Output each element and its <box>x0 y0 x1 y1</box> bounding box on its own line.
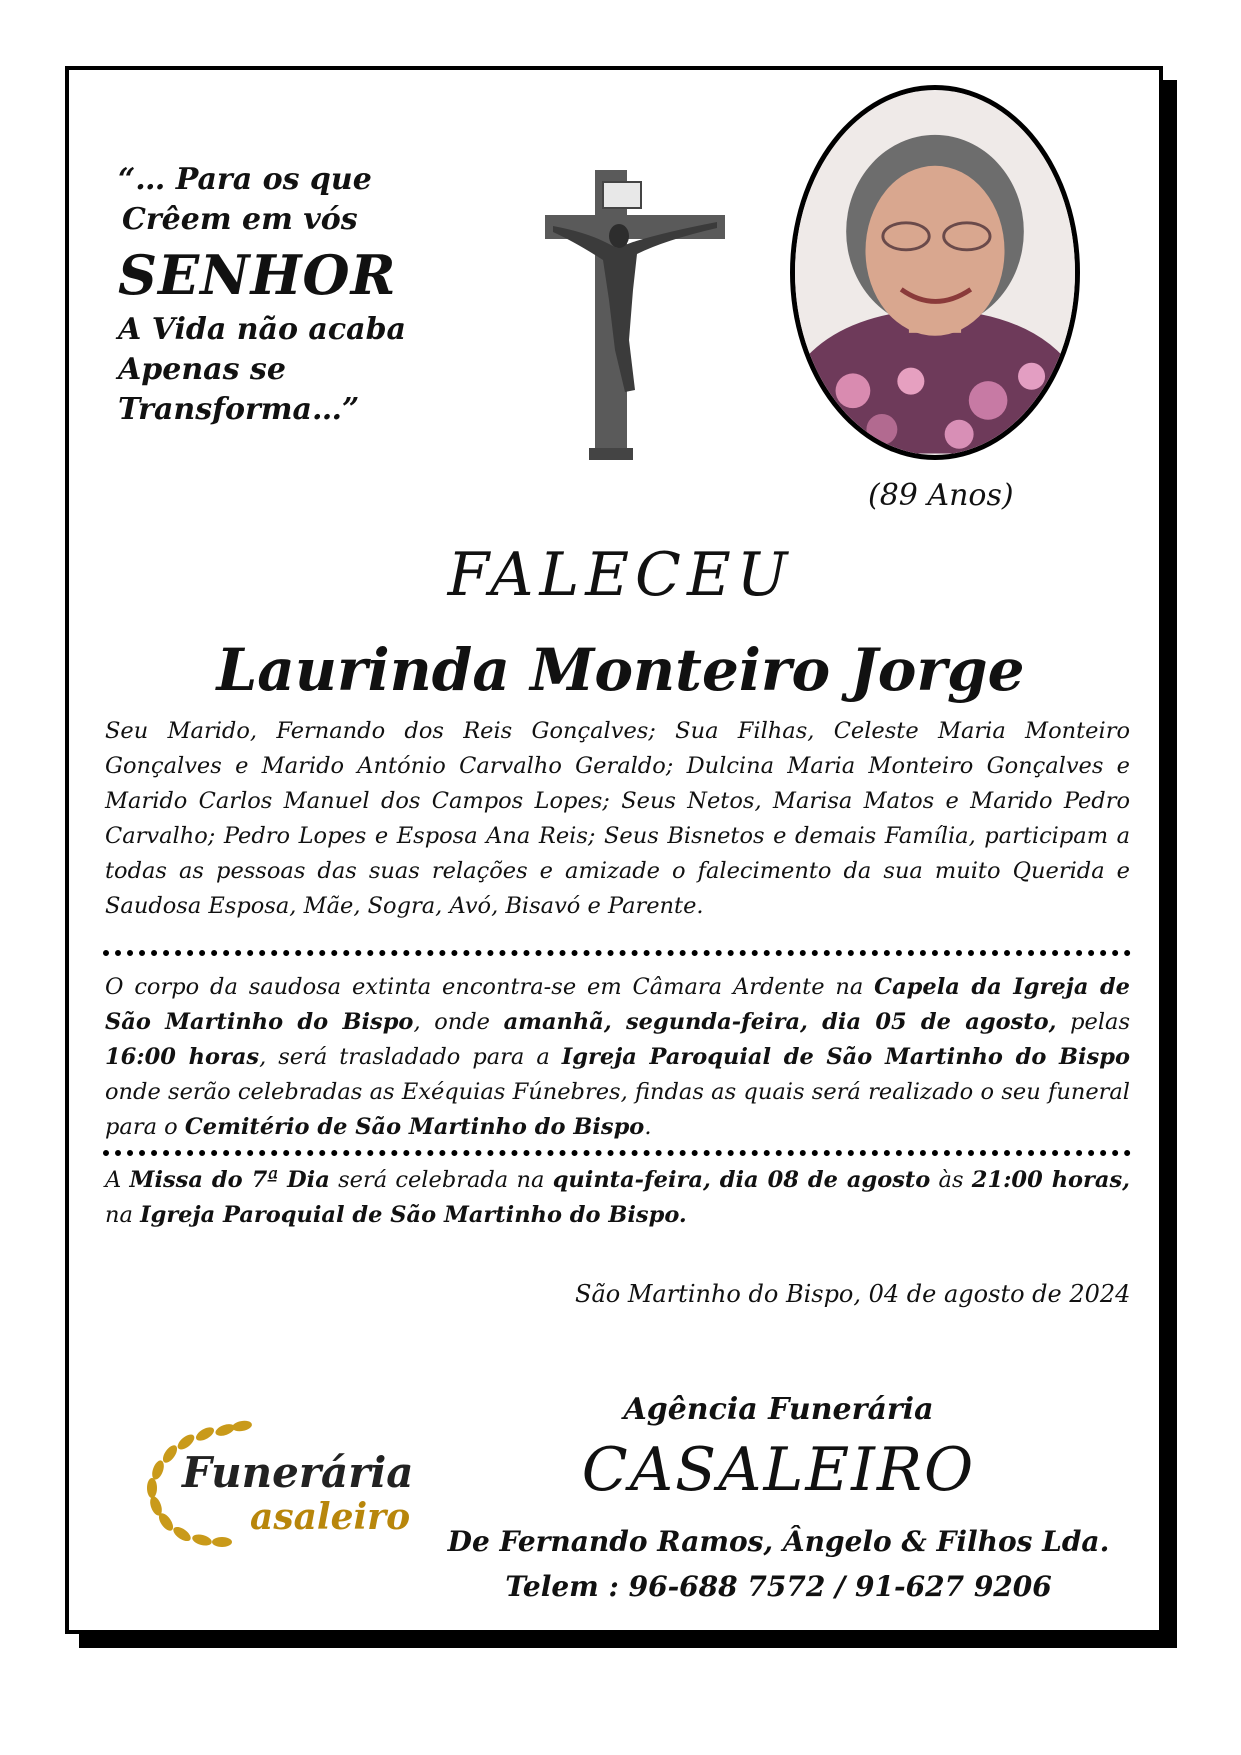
crucifix-icon <box>545 170 725 460</box>
age-label: (89 Anos) <box>868 478 1014 513</box>
deceased-name: Laurinda Monteiro Jorge <box>216 636 1025 704</box>
quote-line-2: Crêem em vós <box>122 202 358 237</box>
mass-church: Igreja Paroquial de São Martinho do Bispo. <box>140 1202 687 1228</box>
logo-word-funeraria: Funerária <box>182 1448 414 1497</box>
agency-legal-name: De Fernando Ramos, Ângelo & Filhos Lda. <box>447 1525 1110 1558</box>
funeral-date: amanhã, segunda-feira, dia 05 de agosto, <box>503 1009 1057 1035</box>
text-fragment: , onde <box>413 1009 504 1035</box>
mass-title: Missa do 7ª Dia <box>129 1167 330 1193</box>
text-fragment: , será trasladado para a <box>259 1044 562 1070</box>
text-fragment: na <box>105 1202 141 1228</box>
quote-line-5: Apenas se Transforma…” <box>118 352 360 427</box>
text-fragment: A <box>105 1167 130 1193</box>
quote-line-1: “… Para os que <box>118 162 372 197</box>
text-fragment: às <box>930 1167 972 1193</box>
mass-details <box>105 1163 1130 1233</box>
funeral-details <box>105 970 1130 1145</box>
dotted-divider <box>103 1150 1131 1156</box>
funeral-time: 16:00 horas <box>105 1044 260 1070</box>
church-name: Igreja Paroquial de São Martinho do Bispo <box>561 1044 1130 1070</box>
mass-time: 21:00 horas, <box>971 1167 1130 1193</box>
faleceu-heading: FALECEU <box>447 540 794 610</box>
text-fragment: onde serão celebradas as Exéquias Fúnebres, findas as quais será realizado o seu funeral para o <box>105 1079 1130 1140</box>
mass-date: quinta-feira, dia 08 de agosto <box>552 1167 931 1193</box>
text-fragment: . <box>644 1114 652 1140</box>
dotted-divider <box>103 950 1131 956</box>
quote-line-4: A Vida não acaba <box>118 312 406 347</box>
agency-subtitle: Agência Funerária <box>623 1392 934 1427</box>
text-fragment: será celebrada na <box>329 1167 553 1193</box>
quote-line-3: SENHOR <box>118 243 397 307</box>
text-fragment: pelas <box>1056 1009 1130 1035</box>
cemetery-name: Cemitério de São Martinho do Bispo <box>184 1114 645 1140</box>
religious-quote <box>118 160 518 430</box>
chapel-name: Capela da Igreja de São Martinho do Bispo <box>105 974 1130 1035</box>
logo-word-asaleiro: asaleiro <box>250 1496 411 1538</box>
agency-telephone: Telem : 96-688 7572 / 91-627 9206 <box>505 1570 1052 1603</box>
family-announcement: Seu Marido, Fernando dos Reis Gonçalves; Sua Filhas, Celeste Maria Monteiro Gonçalves e Marido António Carvalho Geraldo; Dulcina Maria Monteiro Gonçalves e Marido Carlos Manuel dos Campos Lopes; Seus Netos, Marisa Matos e Marido Pedro Carvalho; Pedro Lopes e Esposa Ana Reis; Seus Bisnetos e demais Família, participam a todas as pessoas das suas relações e amizade o falecimento da sua muito Querida e Saudosa Esposa, Mãe, Sogra, Avó, Bisavó e Parente. <box>105 718 1130 919</box>
agency-name: CASALEIRO <box>581 1435 976 1505</box>
place-and-date: São Martinho do Bispo, 04 de agosto de 2024 <box>575 1280 1131 1308</box>
text-fragment: O corpo da saudosa extinta encontra-se em Câmara Ardente na <box>105 974 875 1000</box>
portrait-photo <box>795 90 1075 455</box>
deceased-portrait <box>790 85 1080 460</box>
